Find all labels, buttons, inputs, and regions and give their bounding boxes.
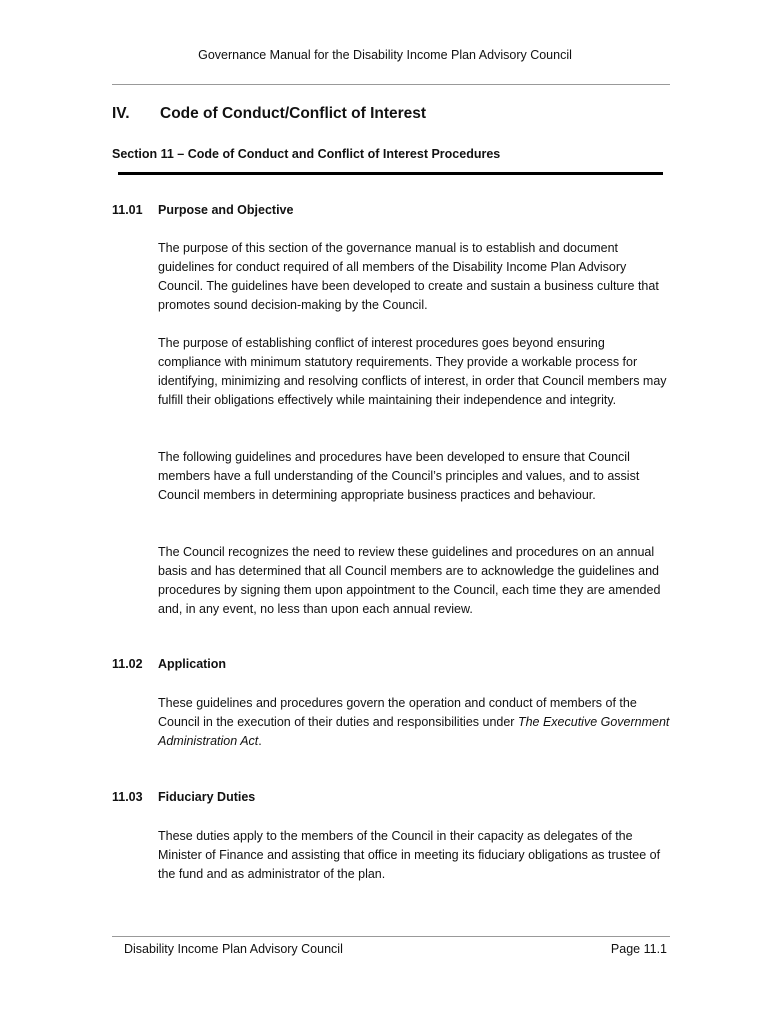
subsection-title: Application	[158, 657, 227, 671]
paragraph: The Council recognizes the need to review these guidelines and procedures on an annual basis and has determined that all Council members are to acknowledge the guidelines and procedures by signing them upon appointment to the Council, each time they are amended and, in any event, no less than upon each annual review.	[158, 545, 661, 616]
paragraph: The purpose of establishing conflict of interest procedures goes beyond ensuring compliance with minimum statutory requirements. They provide a workable process for identifying, minimizing and resolving conflicts of interest, in order that Council members may fulfill their obligations effectively while maintaining their independence and integrity.	[158, 336, 667, 407]
chapter-number: IV.	[112, 105, 130, 122]
paragraph: These duties apply to the members of the Council in their capacity as delegates of the Minister of Finance and assisting that office in meeting its fiduciary obligations as trustee of the fund and as administrator of the plan.	[158, 829, 661, 881]
page-number: Page 11.1	[610, 942, 667, 956]
subsection-title: Fiduciary Duties	[158, 790, 256, 804]
paragraph-text: These guidelines and procedures govern the operation and conduct of members of the Council in the execution of their duties and responsibilities under	[158, 696, 637, 729]
subsection-title: Purpose and Objective	[158, 203, 294, 217]
subsection-number: 11.02	[112, 657, 143, 671]
page-header-title: Governance Manual for the Disability Income Plan Advisory Council	[198, 48, 572, 62]
subsection-number: 11.01	[112, 203, 143, 217]
paragraph: The following guidelines and procedures have been developed to ensure that Council members have a full understanding of the Council’s principles and values, and to assist Council members in determining appropriate business practices and behaviour.	[158, 450, 640, 502]
footer-organization: Disability Income Plan Advisory Council	[124, 942, 343, 956]
subsection-number: 11.03	[112, 790, 143, 804]
paragraph	[158, 694, 670, 751]
act-title: The Executive Government Administration Act	[158, 715, 670, 748]
header-divider	[112, 84, 670, 85]
paragraph: The purpose of this section of the governance manual is to establish and document guidelines for conduct required of all members of the Disability Income Plan Advisory Council. The guidelines have been developed to create and sustain a business culture that promotes sound decision-making by the Council.	[158, 241, 659, 312]
chapter-title: Code of Conduct/Conflict of Interest	[160, 105, 427, 122]
paragraph-text: .	[258, 734, 262, 748]
section-title: Section 11 – Code of Conduct and Conflict of Interest Procedures	[112, 147, 501, 161]
section-divider	[118, 172, 663, 175]
footer-divider	[112, 936, 670, 937]
